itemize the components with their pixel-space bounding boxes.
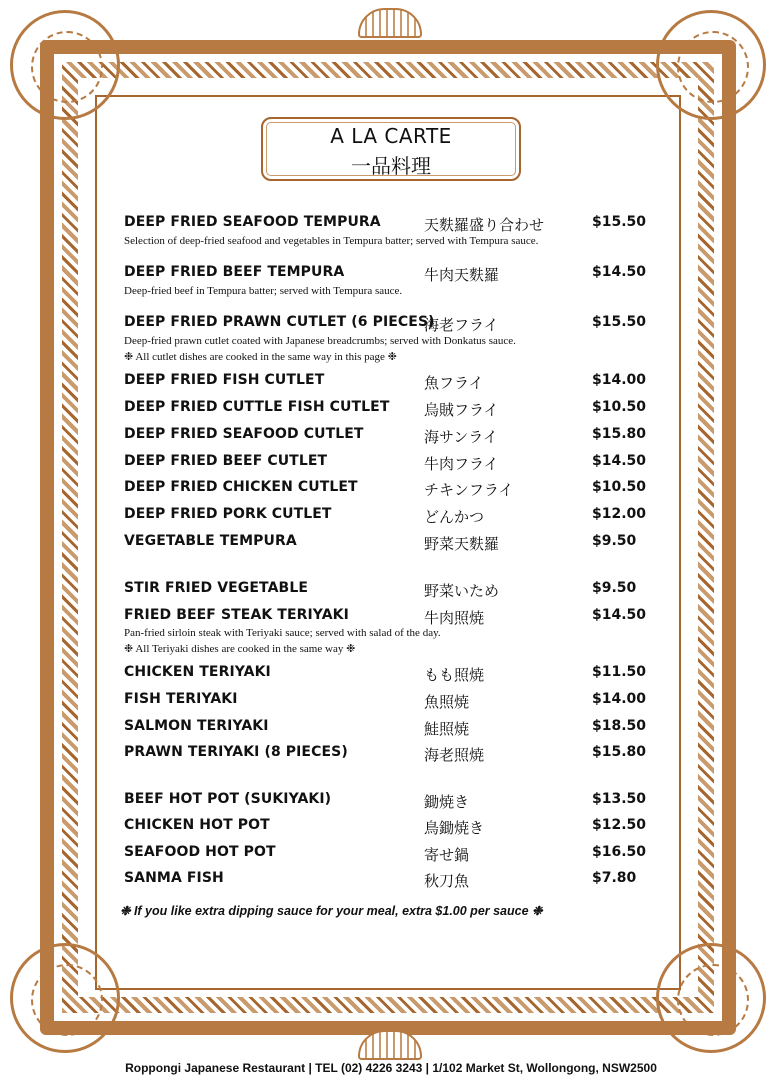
item-price: $11.50 — [592, 664, 647, 680]
item-name-japanese: 鮭照焼 — [424, 720, 470, 738]
item-price: $15.50 — [592, 314, 647, 330]
item-price: $14.00 — [592, 372, 647, 388]
item-name: SANMA FISH — [124, 870, 224, 886]
page-title-japanese: 一品料理 — [351, 154, 431, 178]
item-name-japanese: 牛肉フライ — [424, 455, 499, 473]
item-name: DEEP FRIED SEAFOOD CUTLET — [124, 426, 364, 442]
item-price: $14.00 — [592, 691, 647, 707]
scroll-ornament-icon — [656, 943, 766, 1053]
title-box — [261, 117, 521, 181]
menu-item — [124, 664, 664, 691]
menu-item — [124, 426, 664, 453]
teriyaki-note: ❉ All Teriyaki dishes are cooked in the same way ❉ — [124, 643, 356, 655]
item-name: DEEP FRIED BEEF TEMPURA — [124, 264, 345, 280]
item-price: $13.50 — [592, 791, 647, 807]
item-name-japanese: どんかつ — [424, 508, 485, 526]
item-name: DEEP FRIED CUTTLE FISH CUTLET — [124, 399, 390, 415]
item-name: PRAWN TERIYAKI (8 PIECES) — [124, 744, 348, 760]
item-name-japanese: 牛肉天麩羅 — [424, 266, 500, 284]
item-name: DEEP FRIED PORK CUTLET — [124, 506, 332, 522]
item-name: CHICKEN TERIYAKI — [124, 664, 271, 680]
menu-item — [124, 718, 664, 744]
menu-item — [124, 214, 664, 235]
dipping-sauce-note: ❉ If you like extra dipping sauce for your meal, extra $1.00 per sauce ❉ — [120, 904, 543, 918]
menu-item — [124, 453, 664, 479]
item-price: $12.50 — [592, 817, 647, 833]
item-price: $15.80 — [592, 744, 647, 760]
item-price: $14.50 — [592, 607, 647, 623]
menu-list — [124, 214, 664, 897]
item-description: Deep-fried prawn cutlet coated with Japanese breadcrumbs; served with Donkatus sauce. — [124, 335, 516, 347]
item-price: $10.50 — [592, 479, 647, 495]
page-title: A LA CARTE — [330, 124, 452, 148]
item-name: DEEP FRIED BEEF CUTLET — [124, 453, 328, 469]
item-name-japanese: 海老フライ — [424, 316, 499, 334]
item-price: $16.50 — [592, 844, 647, 860]
item-name: DEEP FRIED PRAWN CUTLET (6 PIECES) — [124, 314, 435, 330]
menu-item — [124, 533, 664, 580]
item-name: FRIED BEEF STEAK TERIYAKI — [124, 607, 349, 623]
menu-item — [124, 844, 664, 870]
item-name: BEEF HOT POT (SUKIYAKI) — [124, 791, 332, 807]
item-name-japanese: 海サンライ — [424, 428, 498, 446]
item-price: $9.50 — [592, 580, 637, 596]
item-name-japanese: 烏賊フライ — [424, 401, 499, 419]
scroll-ornament-icon — [656, 10, 766, 120]
item-name-japanese: 鳥鋤焼き — [424, 819, 485, 837]
item-name-japanese: 野菜いため — [424, 582, 500, 600]
menu-item — [124, 506, 664, 533]
item-description: Selection of deep-fried seafood and vegetables in Tempura batter; served with Tempura sauce. — [124, 235, 539, 247]
item-name-japanese: 天麩羅盛り合わせ — [424, 216, 545, 234]
menu-item — [124, 399, 664, 426]
item-name-japanese: 野菜天麩羅 — [424, 535, 500, 553]
menu-item — [124, 580, 664, 607]
item-name: DEEP FRIED FISH CUTLET — [124, 372, 325, 388]
restaurant-address: Roppongi Japanese Restaurant | TEL (02) 4226 3243 | 1/102 Market St, Wollongong, NSW2500 — [96, 1061, 686, 1075]
item-name: CHICKEN HOT POT — [124, 817, 270, 833]
item-description: Deep-fried beef in Tempura batter; served with Tempura sauce. — [124, 285, 403, 297]
item-name-japanese: もも照焼 — [424, 666, 485, 684]
item-name-japanese: 海老照焼 — [424, 746, 485, 764]
menu-item — [124, 870, 664, 897]
item-name: DEEP FRIED SEAFOOD TEMPURA — [124, 214, 381, 230]
item-name-japanese: チキンフライ — [424, 481, 514, 499]
item-name-japanese: 寄せ鍋 — [424, 846, 470, 864]
menu-item — [124, 314, 664, 335]
item-price: $15.50 — [592, 214, 647, 230]
item-price: $12.00 — [592, 506, 647, 522]
menu-item — [124, 607, 664, 627]
item-price: $7.80 — [592, 870, 637, 886]
item-name-japanese: 魚フライ — [424, 374, 484, 392]
item-name-japanese: 牛肉照焼 — [424, 609, 485, 627]
item-name-japanese: 魚照焼 — [424, 693, 470, 711]
menu-item — [124, 264, 664, 285]
menu-item — [124, 744, 664, 791]
item-price: $14.50 — [592, 264, 647, 280]
menu-item — [124, 691, 664, 718]
item-name: SALMON TERIYAKI — [124, 718, 269, 734]
scroll-ornament-icon — [10, 10, 120, 120]
item-description: Pan-fried sirloin steak with Teriyaki sauce; served with salad of the day. — [124, 627, 441, 639]
item-price: $18.50 — [592, 718, 647, 734]
item-price: $10.50 — [592, 399, 647, 415]
scroll-ornament-icon — [10, 943, 120, 1053]
item-name-japanese: 鋤焼き — [424, 793, 470, 811]
item-name: FISH TERIYAKI — [124, 691, 238, 707]
item-price: $14.50 — [592, 453, 647, 469]
menu-item — [124, 479, 664, 506]
cutlet-note: ❉ All cutlet dishes are cooked in the same way in this page ❉ — [124, 351, 397, 363]
item-price: $15.80 — [592, 426, 647, 442]
item-name: VEGETABLE TEMPURA — [124, 533, 297, 549]
item-price: $9.50 — [592, 533, 637, 549]
item-name: DEEP FRIED CHICKEN CUTLET — [124, 479, 358, 495]
item-name: STIR FRIED VEGETABLE — [124, 580, 309, 596]
menu-item — [124, 372, 664, 399]
menu-item — [124, 817, 664, 844]
crest-ornament-icon — [358, 8, 422, 38]
item-name: SEAFOOD HOT POT — [124, 844, 276, 860]
item-name-japanese: 秋刀魚 — [424, 872, 470, 890]
menu-item — [124, 791, 664, 817]
